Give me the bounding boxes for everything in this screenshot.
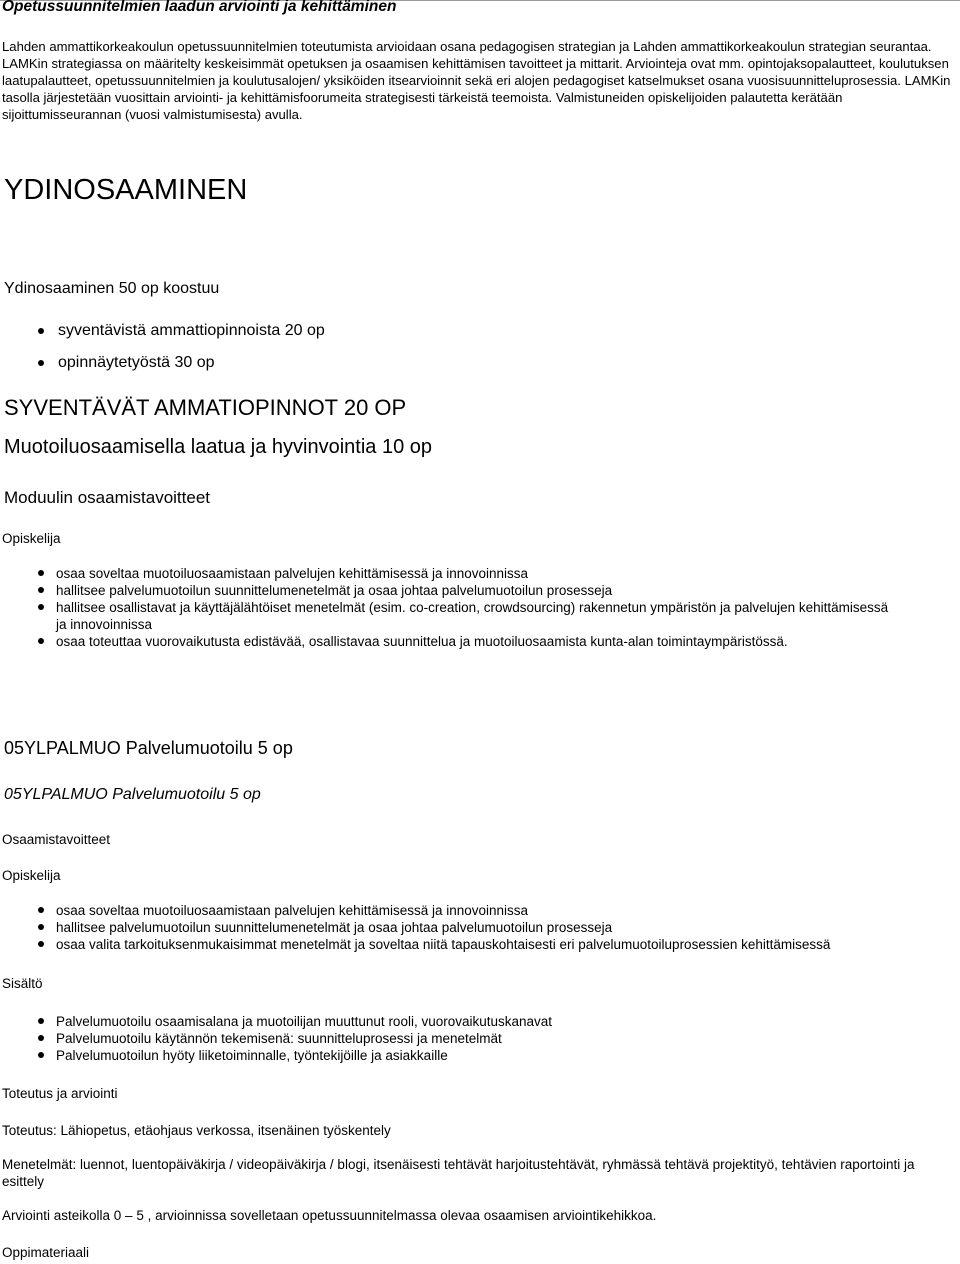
bullet-icon bbox=[38, 570, 44, 576]
list-item-text: opinnäytetyöstä 30 op bbox=[58, 354, 215, 371]
course-goals-list bbox=[0, 902, 900, 953]
bullet-icon bbox=[38, 587, 44, 593]
bullet-icon bbox=[38, 1035, 44, 1041]
list-item-text: hallitsee osallistavat ja käyttäjälähtöiset menetelmät (esim. co-creation, crowdsourcing) rakennetun ympäristön ja palvelujen kehittämisessä ja innovoinnissa bbox=[56, 600, 889, 632]
implementation-text: Toteutus: Lähiopetus, etäohjaus verkossa, itsenäinen työskentely bbox=[2, 1123, 391, 1138]
list-item-text: osaa valita tarkoituksenmukaisimmat menetelmät ja soveltaa niitä tapauskohtaisesti eri palvelumuotoiluprosessien kehittämisessä bbox=[56, 937, 831, 952]
list-item bbox=[0, 902, 900, 919]
bullet-icon bbox=[38, 360, 44, 366]
course-student-label: Opiskelija bbox=[2, 868, 61, 883]
list-item-text: osaa soveltaa muotoiluosaamistaan palvelujen kehittämisessä ja innovoinnissa bbox=[56, 566, 529, 581]
list-item-text: hallitsee palvelumuotoilun suunnittelumenetelmät ja osaa johtaa palvelumuotoilun prosesseja bbox=[56, 920, 613, 935]
bullet-icon bbox=[38, 1052, 44, 1058]
list-item bbox=[0, 936, 900, 953]
module-goals-heading: Moduulin osaamistavoitteet bbox=[4, 488, 211, 507]
list-item bbox=[0, 321, 325, 353]
course-heading: 05YLPALMUO Palvelumuotoilu 5 op bbox=[4, 738, 293, 758]
list-item-text: Palvelumuotoilun hyöty liiketoiminnalle, työntekijöille ja asiakkaille bbox=[56, 1048, 448, 1063]
list-item-text: Palvelumuotoilu käytännön tekemisenä: suunnitteluprosessi ja menetelmät bbox=[56, 1031, 502, 1046]
content-list bbox=[0, 1013, 900, 1064]
list-item bbox=[0, 582, 900, 599]
core-heading: YDINOSAAMINEN bbox=[4, 174, 248, 206]
materials-heading: Oppimateriaali bbox=[2, 1245, 90, 1260]
course-goals-heading: Osaamistavoitteet bbox=[2, 832, 111, 847]
bullet-icon bbox=[38, 1018, 44, 1024]
list-item-text: osaa toteuttaa vuorovaikutusta edistävää, osallistavaa suunnittelua ja muotoiluosaamista kunta-alan toimintaympäristössä. bbox=[56, 634, 788, 649]
methods-text: Menetelmät: luennot, luentopäiväkirja / videopäiväkirja / blogi, itsenäisesti tehtävät harjoitustehtävät, ryhmässä tehtävä projektityö, tehtävien raportointi ja esittely bbox=[2, 1157, 915, 1189]
intro-paragraph: Lahden ammattikorkeakoulun opetussuunnitelmien toteutumista arvioidaan osana pedagogisen strategian ja Lahden ammattikorkeakoulun strategian seurantaa. LAMKin strategiassa on määritelty keskeisimmät opetuksen ja osaamisen kehittämisen tavoitteet ja mittarit. Arviointeja ovat mm. opintojaksopalautteet, koulutuksen laatupalautteet, opetussuunnitelmien ja koulutusalojen/ yksiköiden itsearvioinnit sekä eri alojen pedagogiset katselmukset osana vuosisuunnitteluprosessia. LAMKin tasolla järjestetään vuosittain arviointi- ja kehittämisfoorumeita strategisesti tärkeistä teemoista. Valmistuneiden opiskelijoiden palautetta kerätään sijoittumisseurannan (vuosi valmistumisesta) avulla. bbox=[2, 39, 951, 122]
list-item bbox=[0, 565, 900, 582]
bullet-icon bbox=[38, 924, 44, 930]
list-item bbox=[0, 599, 900, 633]
list-item bbox=[0, 919, 900, 936]
assessment-text: Arviointi asteikolla 0 – 5 , arvioinnissa sovelletaan opetussuunnitelmassa olevaa osaamisen arviointikehikkoa. bbox=[2, 1208, 657, 1223]
bullet-icon bbox=[38, 941, 44, 947]
bullet-icon bbox=[38, 638, 44, 644]
student-label: Opiskelija bbox=[2, 531, 61, 546]
bullet-icon bbox=[38, 907, 44, 913]
content-heading: Sisältö bbox=[2, 976, 43, 991]
core-lead: Ydinosaaminen 50 op koostuu bbox=[4, 280, 220, 297]
module-title: Muotoiluosaamisella laatua ja hyvinvointia 10 op bbox=[4, 436, 433, 458]
list-item-text: hallitsee palvelumuotoilun suunnittelumenetelmät ja osaa johtaa palvelumuotoilun prosesseja bbox=[56, 583, 613, 598]
bullet-icon bbox=[38, 328, 44, 334]
list-item bbox=[0, 1030, 900, 1047]
bullet-icon bbox=[38, 604, 44, 610]
course-heading-italic: 05YLPALMUO Palvelumuotoilu 5 op bbox=[4, 786, 261, 803]
module-goals-list bbox=[0, 565, 900, 650]
list-item bbox=[0, 353, 325, 385]
list-item bbox=[0, 633, 900, 650]
core-list bbox=[0, 321, 325, 385]
list-item-text: osaa soveltaa muotoiluosaamistaan palvelujen kehittämisessä ja innovoinnissa bbox=[56, 903, 529, 918]
implementation-heading: Toteutus ja arviointi bbox=[2, 1086, 118, 1101]
list-item bbox=[0, 1013, 900, 1030]
list-item-text: syventävistä ammattiopinnoista 20 op bbox=[58, 322, 325, 339]
list-item bbox=[0, 1047, 900, 1064]
list-item-text: Palvelumuotoilu osaamisalana ja muotoilijan muuttunut rooli, vuorovaikutuskanavat bbox=[56, 1014, 553, 1029]
advanced-heading: SYVENTÄVÄT AMMATIOPINNOT 20 OP bbox=[4, 395, 407, 420]
document-title: Opetussuunnitelmien laadun arviointi ja kehittäminen bbox=[2, 0, 397, 15]
